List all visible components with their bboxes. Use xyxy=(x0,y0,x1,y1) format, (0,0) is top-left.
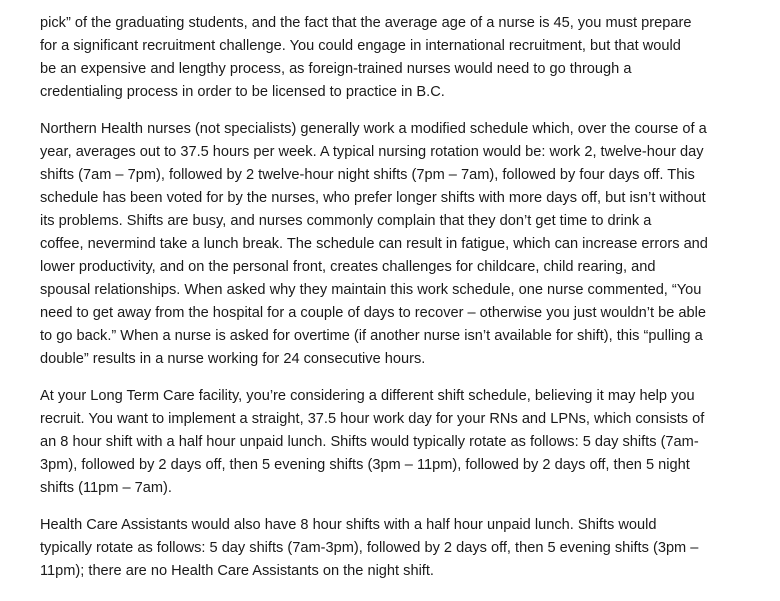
paragraph-health-care-assistants: Health Care Assistants would also have 8 hour shifts with a half hour unpaid lunch. Shifts would typically rotate as follows: 5 day shifts (7am-3pm), followed by 2 days off, then 5 evening shifts (3pm – 11pm); there are no Health Care Assistants on the night shift. xyxy=(40,517,699,579)
paragraph-long-term-care-schedule: At your Long Term Care facility, you’re considering a different shift schedule, believing it may help you recruit. You want to implement a straight, 37.5 hour work day for your RNs and LPNs, which consists of an 8 hour shift with a half hour unpaid lunch. Shifts would typically rotate as follows: 5 day shifts (7am- 3pm), followed by 2 days off, then 5 evening shifts (3pm – 11pm), followed by 2 days off, then 5 night shifts (11pm – 7am). xyxy=(40,388,705,496)
paragraph-northern-health-schedule: Northern Health nurses (not specialists) generally work a modified schedule which, over the course of a year, averages out to 37.5 hours per week. A typical nursing rotation would be: work 2, twelve-hour day shifts (7am – 7pm), followed by 2 twelve-hour night shifts (7pm – 7am), followed by four days off. This schedule has been voted for by the nurses, who prefer longer shifts with more days off, but isn’t without its problems. Shifts are busy, and nurses commonly complain that they don’t get time to drink a coffee, nevermind take a lunch break. The schedule can result in fatigue, which can increase errors and lower productivity, and on the personal front, creates challenges for childcare, child rearing, and spousal relationships. When asked why they maintain this work schedule, one nurse commented, “You need to get away from the hospital for a couple of days to recover – otherwise you just wouldn’t be able to go back.” When a nurse is asked for overtime (if another nurse isn’t available for shift), this “pulling a double” results in a nurse working for 24 consecutive hours. xyxy=(40,121,708,367)
paragraph-recruitment-challenge: pick” of the graduating students, and the fact that the average age of a nurse is 45, you must prepare for a significant recruitment challenge. You could engage in international recruitment, but that would be an expensive and lengthy process, as foreign-trained nurses would need to go through a credentialing process in order to be licensed to practice in B.C. xyxy=(40,15,692,100)
